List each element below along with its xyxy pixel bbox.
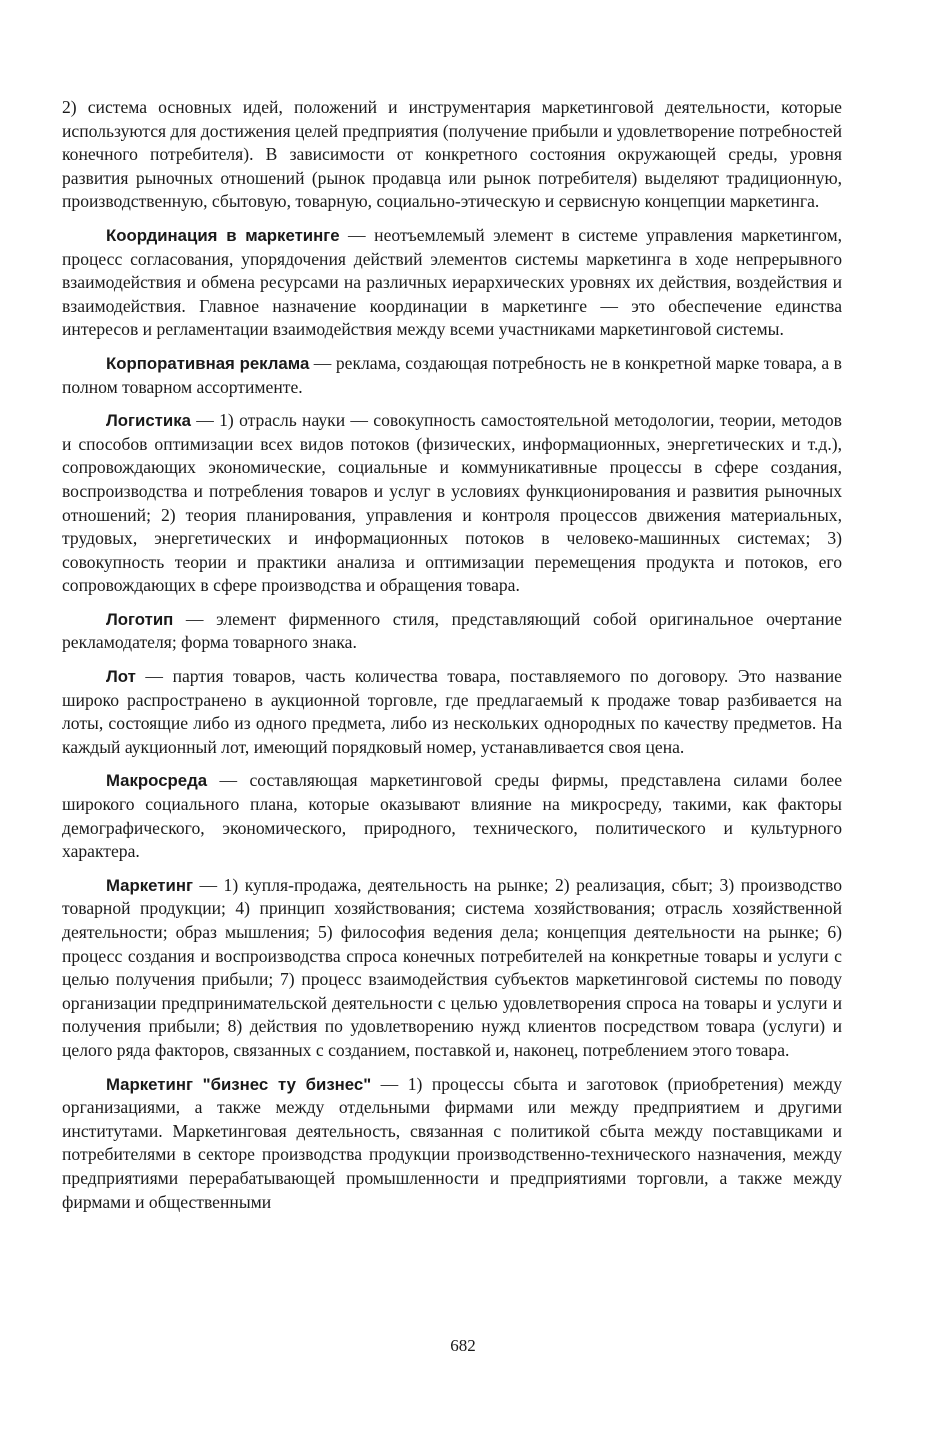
entry-makrosreda [62, 769, 842, 863]
dictionary-page-body [62, 96, 842, 1224]
entry-term: Корпоративная реклама [106, 353, 310, 373]
entry-definition: — 1) отрасль науки — совокупность самостоятельной методологии, теории, методов и способов оптимизации всех видов потоков (физических, информационных, энергетических и т.д.), сопровождающих экономические, социальные и коммуникативные процессы в сфере создания, воспроизводства и потребления товаров и услуг в условиях функционирования и развития рыночных отношений; 2) теория планирования, управления и контроля процессов движения материальных, трудовых, энергетических и информационных потоков в человеко-машинных системах; 3) совокупность теории и практики анализа и оптимизации перемещения продукта и потоков, его сопровождающих в сфере производства и обращения товара. [62, 410, 842, 596]
entry-lot [62, 665, 842, 759]
entry-term: Маркетинг "бизнес ту бизнес" [106, 1074, 372, 1094]
entry-marketing [62, 874, 842, 1063]
continuation-paragraph: 2) система основных идей, положений и инструментария маркетинговой деятельности, которые используются для достижения целей предприятия (получение прибыли и удовлетворение потребностей конечного потребителя). В зависимости от конкретного состояния окружающей среды, уровня развития рыночных отношений (рынок продавца или рынок потребителя) выделяют традиционную, производственную, сбытовую, товарную, социально-этическую и сервисную концепции маркетинга. [62, 97, 842, 212]
entry-definition: — составляющая маркетинговой среды фирмы, представлена силами более широкого социального плана, которые оказывают влияние на микросреду, такими, как факторы демографического, экономического, природного, технического, политического и культурного характера. [62, 770, 842, 862]
entry-definition: — 1) купля-продажа, деятельность на рынке; 2) реализация, сбыт; 3) производство товарной продукции; 4) принцип хозяйствования; система хозяйствования; отрасль хозяйственной деятельности; образ мышления; 5) философия ведения дела; концепция деятельности на рынке; 6) процесс создания и воспроизводства спроса конечных потребителей на конкретные товары и услуги с целью получения прибыли; 7) процесс взаимодействия субъектов маркетинговой системы по поводу организации предпринимательской деятельности с целью удовлетворения спроса на товары и услуги и получения прибыли; 8) действия по удовлетворению нужд клиентов посредством товара (услуги) и целого ряда факторов, связанных с созданием, поставкой и, наконец, потреблением этого товара. [62, 874, 842, 1060]
entry-marketing-b2b [62, 1073, 842, 1215]
page-number: 682 [450, 1336, 476, 1355]
entry-definition: — партия товаров, часть количества товара, поставляемого по договору. Это название широко распространено в аукционной торговле, где предлагаемый к продаже товар разбивается на лоты, состоящие либо из одного предмета, либо из нескольких однородных по качеству предметов. На каждый аукционный лот, имеющий порядковый номер, устанавливается своя цена. [62, 666, 842, 757]
entry-logistika [62, 409, 842, 598]
entry-logotip [62, 608, 842, 655]
entry-term: Лот [106, 667, 136, 687]
entry-definition: — неотъемлемый элемент в системе управления маркетингом, процесс согласования, упорядочения действий элементов системы маркетинга в ходе непрерывного взаимодействия и обмена ресурсами на различных иерархических уровнях их действия, воздействия и взаимодействия. Главное назначение координации в маркетинге — это обеспечение единства интересов и регламентации взаимодействия между всеми участниками маркетинговой системы. [62, 224, 842, 340]
entry-term: Маркетинг [106, 875, 193, 895]
entry-koordinatsiya [62, 224, 842, 342]
entry-definition: — элемент фирменного стиля, представляющий собой оригинальное очертание рекламодателя; форма товарного знака. [62, 608, 842, 653]
entry-term: Логистика [106, 411, 191, 431]
entry-korporativnaya-reklama [62, 352, 842, 399]
entry-term: Логотип [106, 609, 174, 629]
entry-definition: — реклама, создающая потребность не в конкретной марке товара, а в полном товарном ассортименте. [62, 352, 842, 397]
entry-term: Макросреда [106, 771, 208, 791]
entry-definition: — 1) процессы сбыта и заготовок (приобретения) между организациями, а также между отдельными фирмами или между предприятием и другими институтами. Маркетинговая деятельность, связанная с политикой сбыта между поставщиками и потребителями в секторе производства продукции производственно-технического назначения, между предприятиями перерабатывающей промышленности и предприятиями торговли, а также между фирмами и общественными [62, 1073, 843, 1212]
entry-term: Координация в маркетинге [106, 225, 340, 245]
